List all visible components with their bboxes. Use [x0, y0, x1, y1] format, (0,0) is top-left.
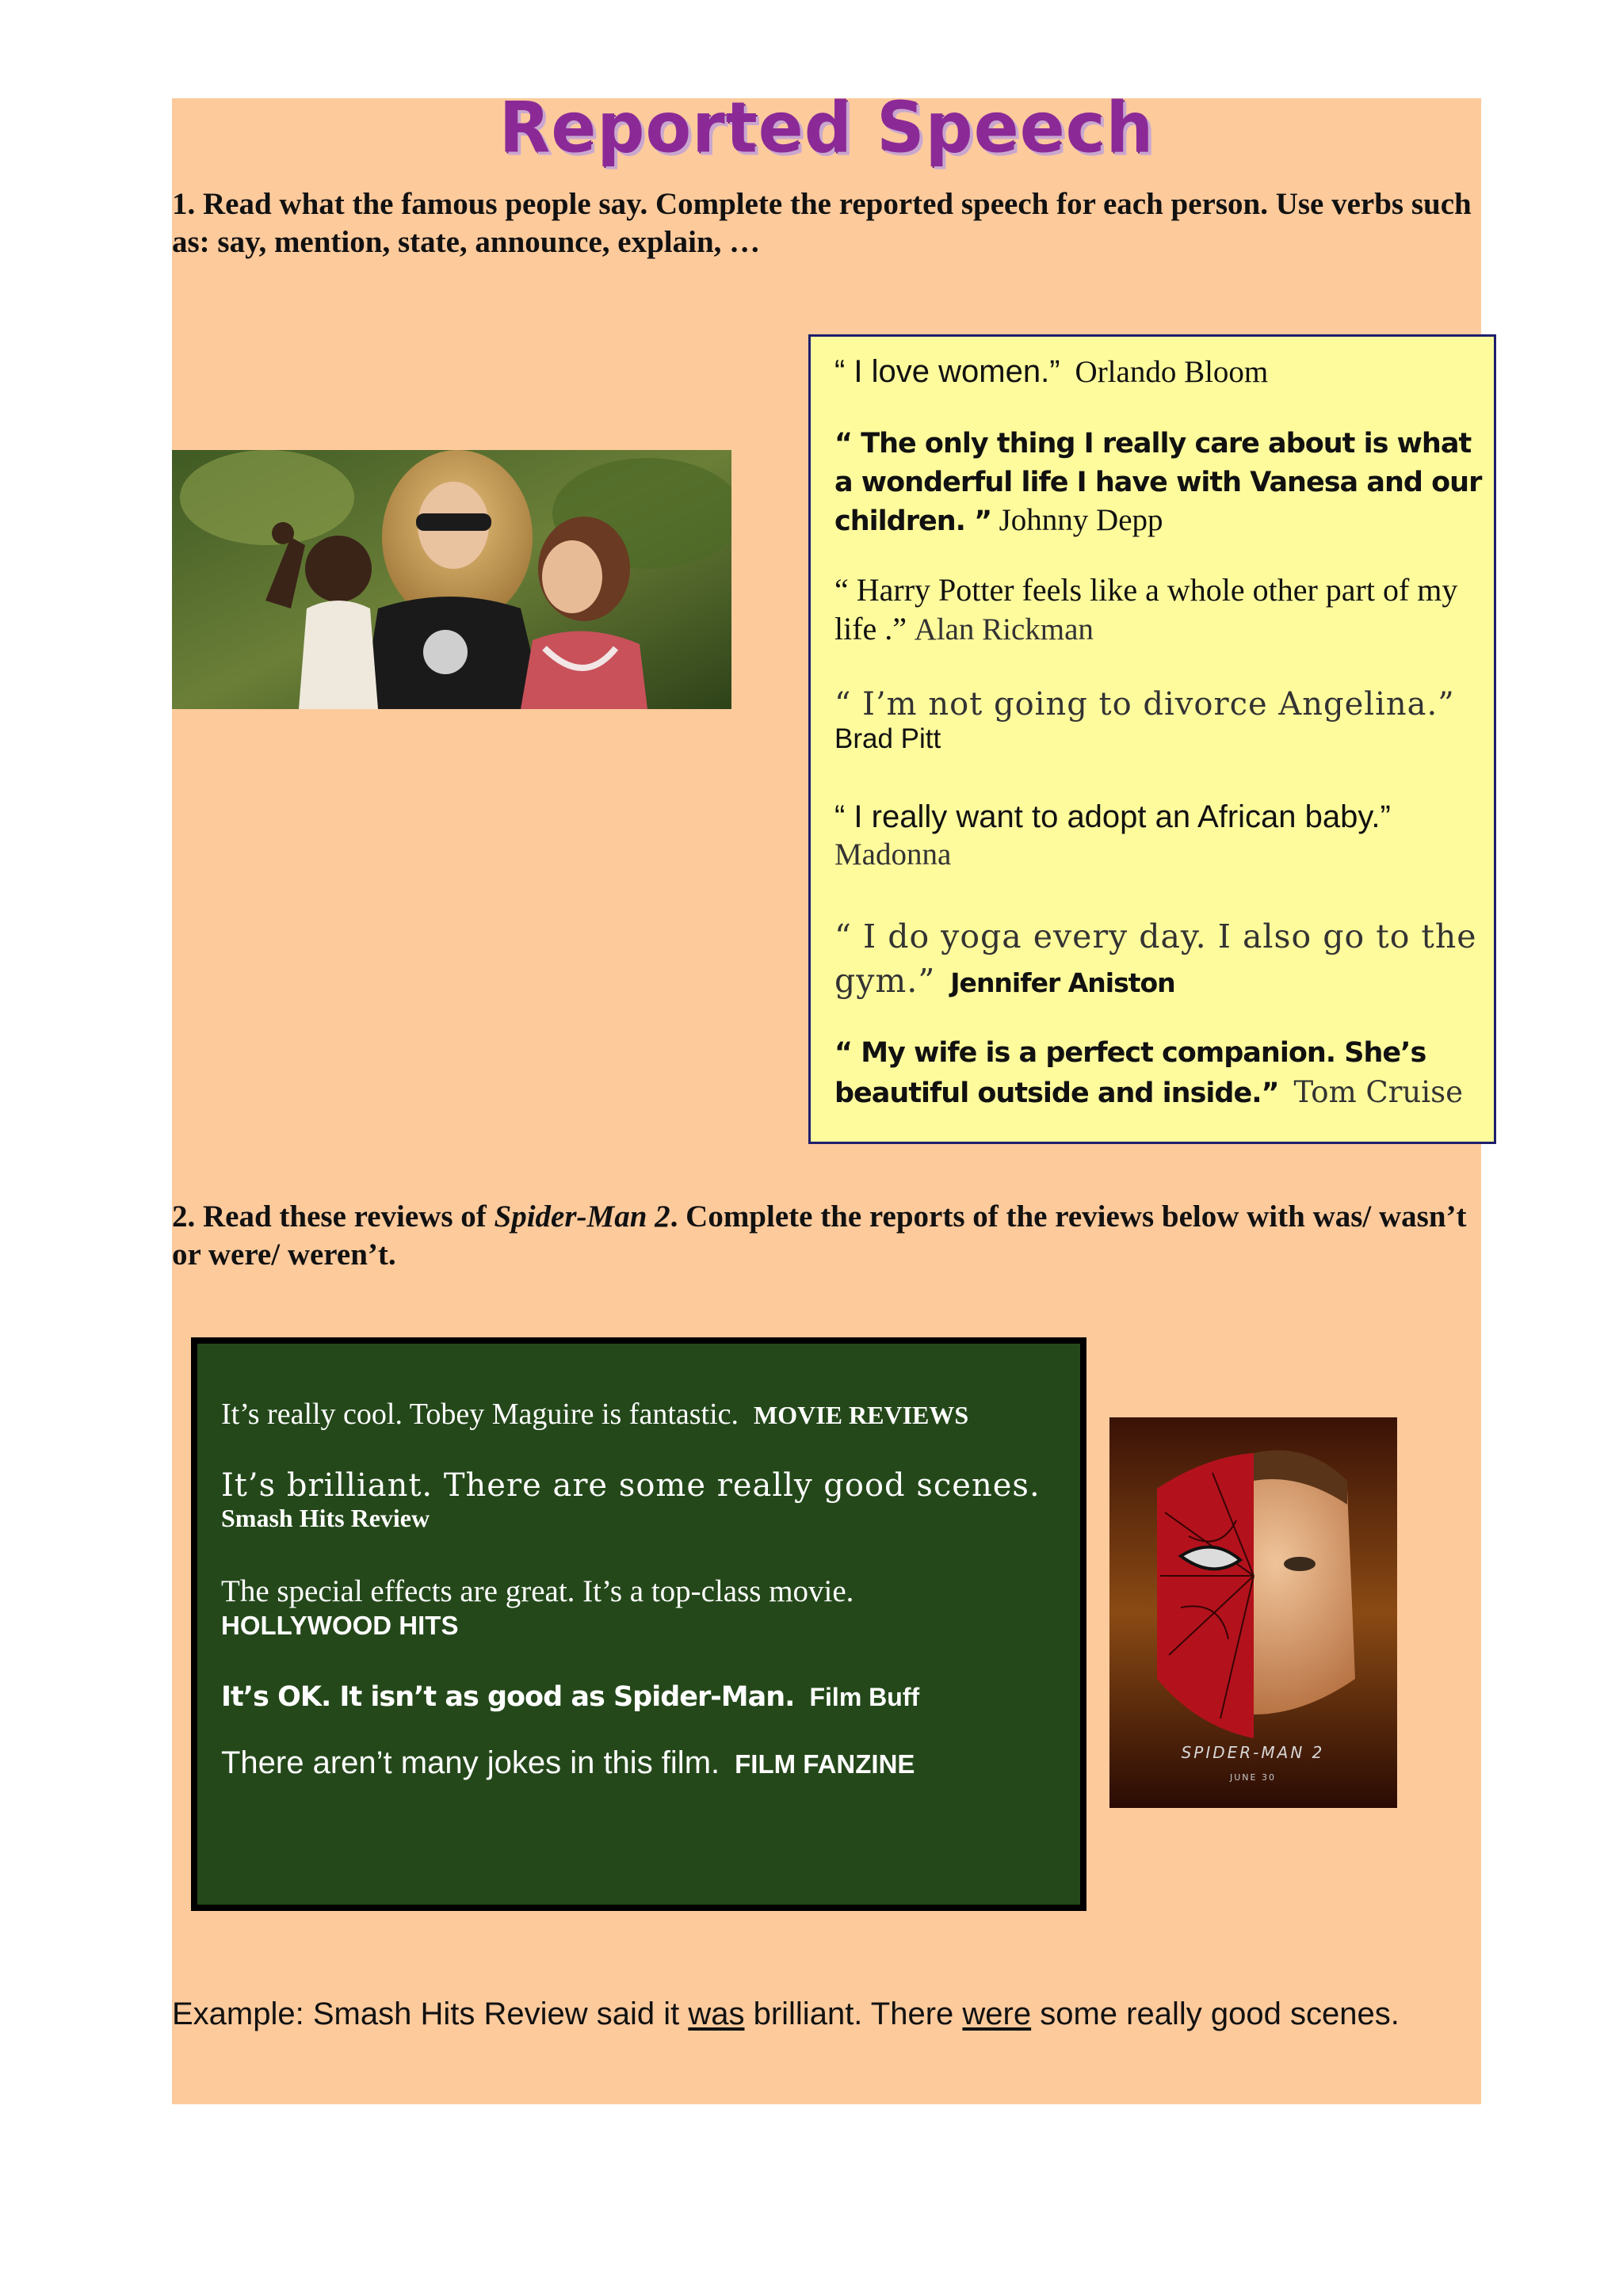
- review-source: MOVIE REVIEWS: [754, 1401, 969, 1429]
- quote-text: “ I really want to adopt an African baby.”: [834, 799, 1391, 834]
- quote-author: Johnny Depp: [999, 503, 1163, 537]
- instruction-2-text: 2. Read these reviews of: [172, 1199, 487, 1234]
- reviews-box: [191, 1337, 1086, 1911]
- example-text: Example: Smash Hits Review said it: [172, 1997, 689, 2031]
- review-text: It’s OK. It isn’t as good as Spider-Man.: [221, 1681, 795, 1713]
- quote-text: “ I’m not going to divorce Angelina.”: [834, 686, 1455, 723]
- quote-author: Tom Cruise: [1293, 1075, 1463, 1109]
- quote-author: Orlando Bloom: [1075, 355, 1269, 389]
- review-item: [221, 1678, 1061, 1715]
- instruction-1: 1. Read what the famous people say. Complete the reported speech for each person. Use verbs such as: say, mention, state, announce, explain, …: [172, 187, 1472, 259]
- instruction-2-text-end: . Complete the reports of the reviews below with was/ wasn’t or were/ weren’t.: [172, 1199, 1467, 1272]
- review-source: Smash Hits Review: [221, 1504, 430, 1532]
- quote-item: [834, 1032, 1484, 1113]
- quote-text: “ My wife is a perfect companion. She’s beautiful outside and inside.”: [834, 1037, 1426, 1109]
- quote-author: Madonna: [834, 837, 952, 871]
- film-title: Spider-Man 2: [494, 1199, 670, 1234]
- review-source: Film Buff: [809, 1683, 920, 1711]
- review-source: HOLLYWOOD HITS: [221, 1611, 459, 1640]
- example-text: brilliant. There: [744, 1997, 963, 2031]
- quote-item: [834, 915, 1484, 1005]
- example-were: were: [962, 1997, 1032, 2031]
- poster-title: SPIDER-MAN 2: [1181, 1743, 1325, 1762]
- quote-author: Brad Pitt: [834, 723, 941, 754]
- review-text: It’s brilliant. There are some really good scenes.: [221, 1467, 1041, 1504]
- quote-author: Alan Rickman: [914, 612, 1094, 646]
- quote-text: “ I love women.”: [834, 354, 1060, 389]
- review-item: [221, 1573, 1061, 1642]
- example-text: some really good scenes.: [1031, 1997, 1400, 2031]
- review-text: It’s really cool. Tobey Maguire is fantastic.: [221, 1398, 739, 1431]
- instruction-2: [172, 1198, 1472, 1274]
- poster-date: JUNE 30: [1230, 1772, 1276, 1783]
- quote-item: [834, 685, 1484, 755]
- review-item: [221, 1396, 1061, 1433]
- review-text: There aren’t many jokes in this film.: [221, 1745, 720, 1780]
- quote-text: “ The only thing I really care about is what a wonderful life I have with Vanesa and our children. ”: [834, 428, 1482, 537]
- page-title: Reported Speech: [498, 86, 1155, 169]
- madonna-photo: [172, 450, 731, 709]
- quote-item: [834, 424, 1484, 540]
- quote-item: [834, 798, 1484, 874]
- spider-man-2-poster: [1109, 1417, 1397, 1808]
- quote-item: [834, 571, 1484, 649]
- example-was: was: [688, 1997, 745, 2031]
- review-text: The special effects are great. It’s a top-class movie.: [221, 1574, 854, 1608]
- quote-author: Jennifer Aniston: [950, 967, 1175, 998]
- review-item: [221, 1745, 1061, 1783]
- quote-item: [834, 353, 1484, 391]
- review-source: FILM FANZINE: [735, 1749, 915, 1779]
- review-item: [221, 1467, 1061, 1532]
- quotes-box: [808, 334, 1496, 1144]
- example-sentence: [172, 1995, 1487, 2033]
- quote-text: “ I do yoga every day. I also go to the gym.”: [834, 917, 1477, 1000]
- quote-text: “ Harry Potter feels like a whole other part of my life .”: [834, 572, 1458, 646]
